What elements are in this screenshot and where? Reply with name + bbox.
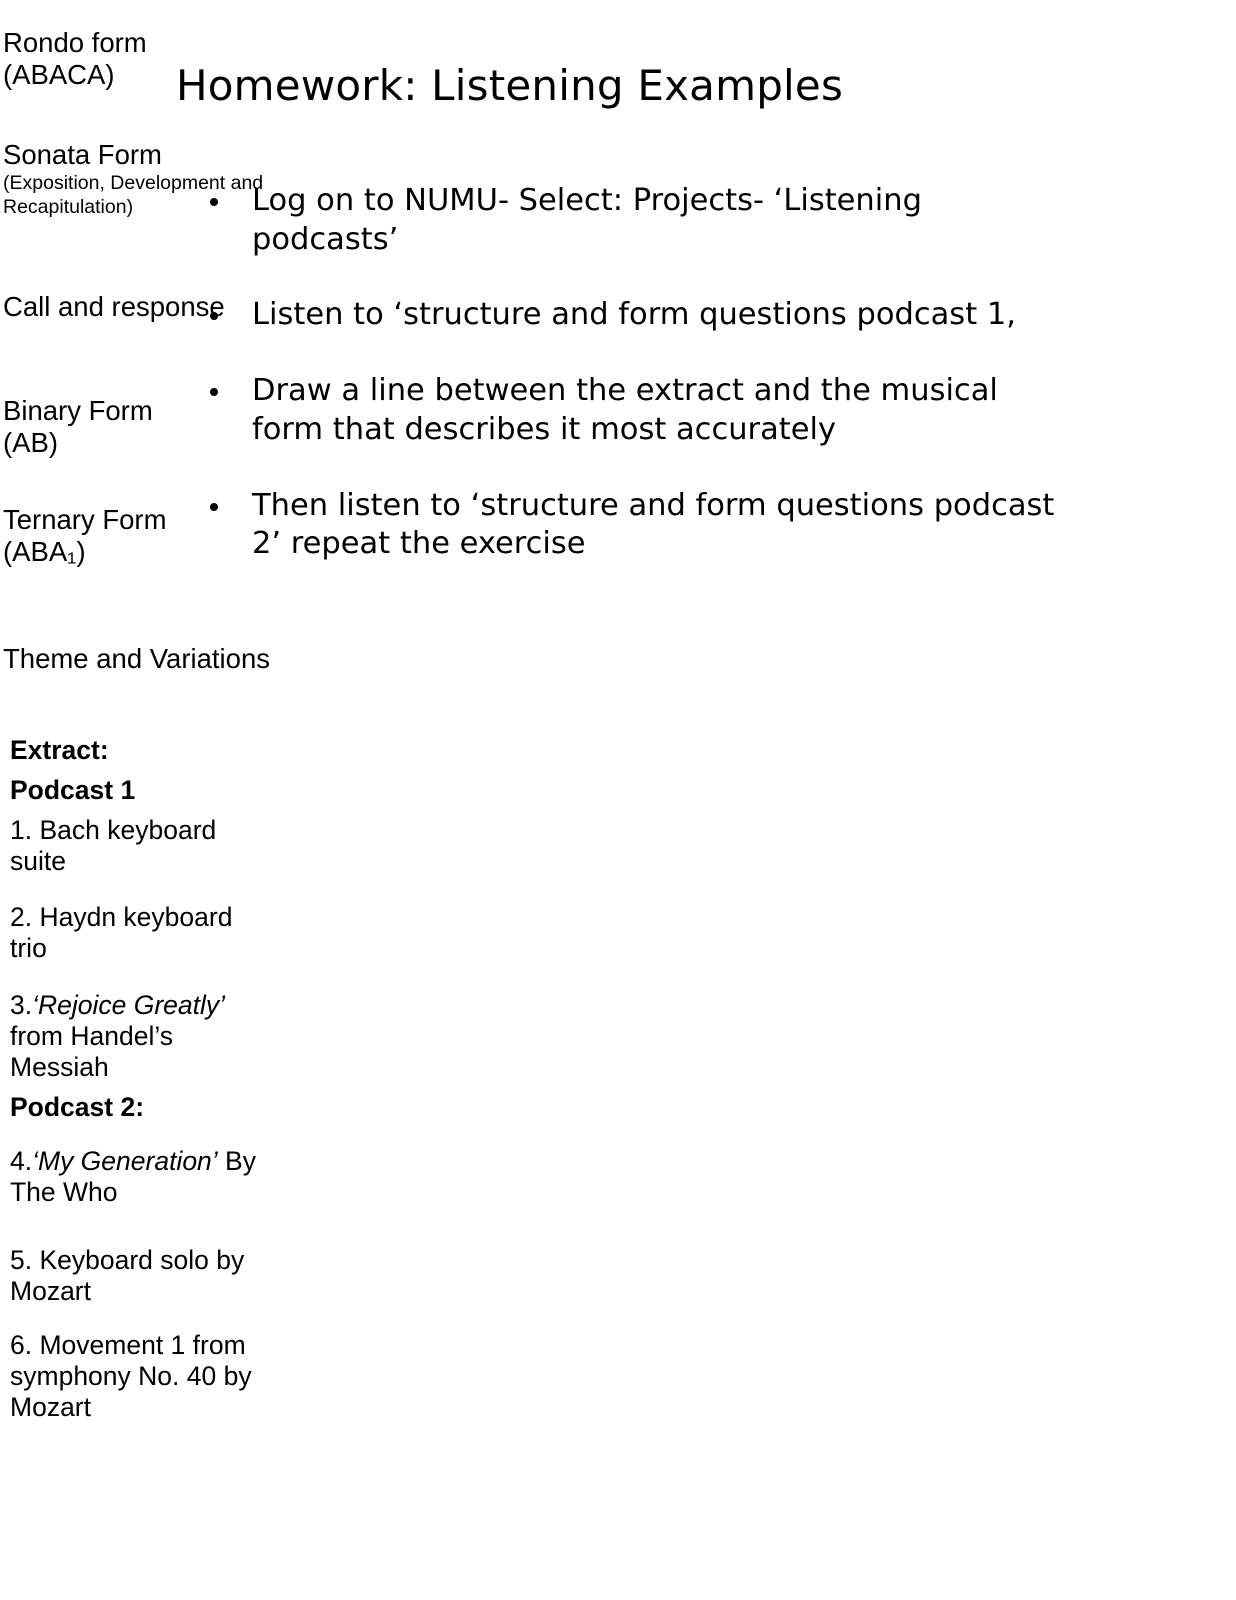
table-row[interactable] — [2, 1228, 273, 1324]
bullet-dot-icon — [210, 312, 218, 320]
extracts-table — [0, 728, 275, 1428]
extract-number: 5. — [10, 1245, 33, 1275]
table-row — [2, 772, 273, 809]
extract-number: 2. — [10, 902, 33, 932]
extract-number: 1. — [10, 815, 33, 845]
table-row[interactable] — [2, 985, 273, 1087]
podcast-2-header: Podcast 2: — [10, 1092, 145, 1122]
extract-text: from Handel’s Messiah — [10, 1020, 173, 1082]
table-row — [2, 730, 273, 770]
extract-text: Haydn keyboard trio — [10, 902, 233, 963]
bullet-dot-icon — [210, 503, 218, 511]
list-item-text: Log on to NUMU- Select: Projects- ‘Listening podcasts’ — [252, 183, 922, 257]
extract-text: By The Who — [10, 1146, 256, 1207]
table-row — [2, 1089, 273, 1126]
form-subtitle: (ABA₁) — [3, 536, 86, 567]
list-item — [196, 487, 1056, 564]
bullet-dot-icon — [210, 388, 218, 396]
list-item — [196, 182, 1056, 259]
list-item — [196, 296, 1056, 335]
form-subtitle: (ABACA) — [3, 59, 115, 90]
form-title: Theme and Variations — [3, 642, 270, 674]
form-subtitle-small: (Exposition, Development and Recapitulation) — [3, 172, 264, 218]
extract-number: 6. — [10, 1329, 33, 1360]
form-subtitle: (AB) — [3, 427, 58, 458]
table-row[interactable] — [2, 592, 355, 726]
page-title: Homework: Listening Examples — [176, 61, 844, 110]
extracts-column-header: Extract: — [10, 734, 109, 765]
list-item — [196, 372, 1056, 449]
form-title: Sonata Form — [3, 138, 162, 170]
extract-text: Bach keyboard suite — [10, 815, 217, 876]
form-title: Call and response — [3, 290, 225, 322]
podcast-1-header: Podcast 1 — [10, 775, 136, 805]
extract-number: 4. — [10, 1146, 33, 1176]
list-item-text: Listen to ‘structure and form questions podcast 1, — [252, 297, 1016, 333]
form-title: Binary Form — [3, 394, 153, 426]
list-item-text: Draw a line between the extract and the musical form that describes it most accurately — [252, 373, 998, 447]
table-row[interactable] — [2, 883, 273, 983]
extract-number: 3. — [10, 989, 33, 1020]
form-title: Rondo form — [3, 26, 147, 58]
table-row[interactable] — [2, 1128, 273, 1226]
instructions-list — [196, 182, 1056, 564]
extract-work-title: ‘Rejoice Greatly’ — [32, 989, 226, 1020]
extract-work-title: ‘My Generation’ — [32, 1146, 218, 1176]
form-title: Ternary Form — [3, 503, 167, 535]
bullet-dot-icon — [210, 198, 218, 206]
extract-text: Movement 1 from symphony No. 40 by Mozart — [10, 1329, 252, 1422]
table-row[interactable] — [2, 811, 273, 881]
table-row[interactable] — [2, 1326, 273, 1426]
extract-text: Keyboard solo by Mozart — [10, 1245, 245, 1306]
list-item-text: Then listen to ‘structure and form questions podcast 2’ repeat the exercise — [252, 487, 1055, 562]
